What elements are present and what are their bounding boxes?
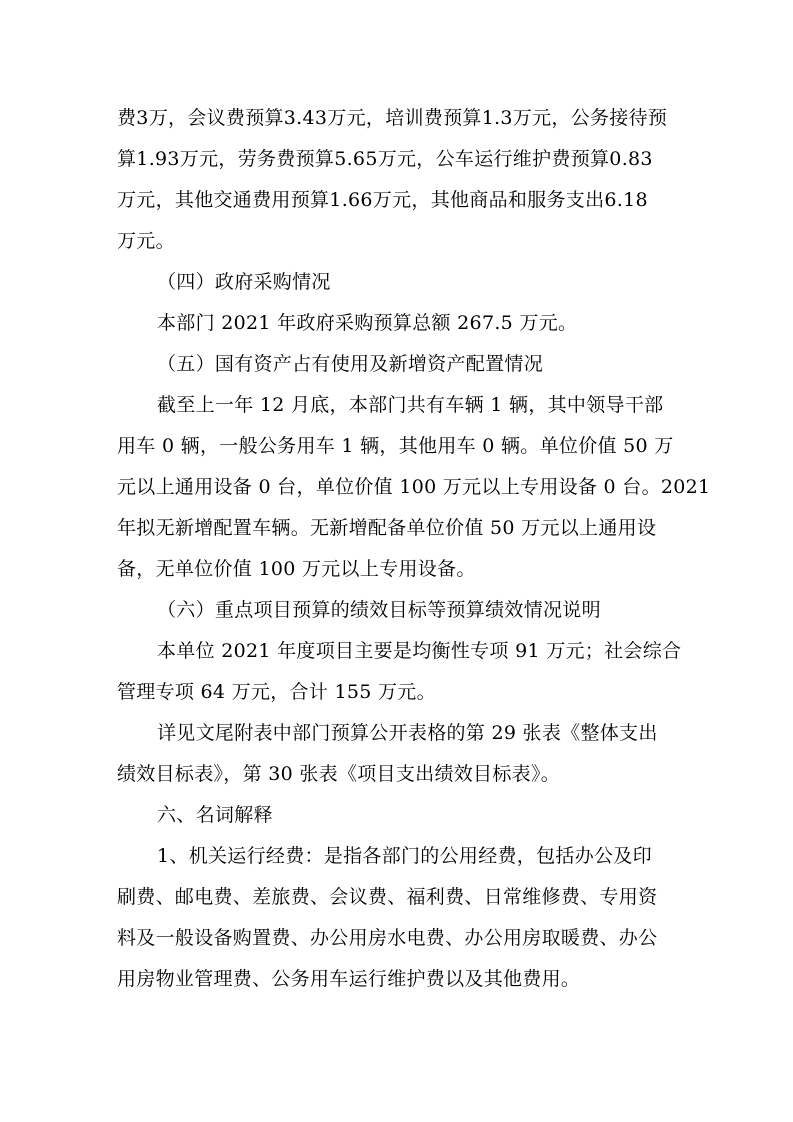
paragraph-line: 万元，其他交通费用预算1.66万元，其他商品和服务支出6.18 <box>117 189 648 211</box>
paragraph-line: 料及一般设备购置费、办公用房水电费、办公用房取暖费、办公 <box>117 927 658 949</box>
paragraph-line: 截至上一年 12 月底，本部门共有车辆 1 辆，其中领导干部 <box>157 394 664 416</box>
paragraph-line: 算1.93万元，劳务费预算5.65万元，公车运行维护费预算0.83 <box>117 148 653 170</box>
paragraph-line: 备，无单位价值 100 万元以上专用设备。 <box>117 558 476 580</box>
paragraph-line: 刷费、邮电费、差旅费、会议费、福利费、日常维修费、专用资 <box>117 886 658 908</box>
paragraph-line: 年拟无新增配置车辆。无新增配备单位价值 50 万元以上通用设 <box>117 517 657 539</box>
paragraph-line: 管理专项 64 万元，合计 155 万元。 <box>117 681 436 703</box>
paragraph-line: 绩效目标表》，第 30 张表《项目支出绩效目标表》。 <box>117 763 561 785</box>
paragraph-line: 详见文尾附表中部门预算公开表格的第 29 张表《整体支出 <box>157 722 658 744</box>
paragraph-line: 1、机关运行经费：是指各部门的公用经费，包括办公及印 <box>157 845 652 867</box>
section-heading-procurement: （四）政府采购情况 <box>157 271 331 293</box>
paragraph-line: 本单位 2021 年度项目主要是均衡性专项 91 万元；社会综合 <box>157 640 682 662</box>
paragraph-line: 用车 0 辆，一般公务用车 1 辆，其他用车 0 辆。单位价值 50 万 <box>117 435 674 457</box>
section-heading-assets: （五）国有资产占有使用及新增资产配置情况 <box>157 353 544 375</box>
paragraph-line: 万元。 <box>117 230 175 252</box>
section-heading-glossary: 六、名词解释 <box>157 804 273 826</box>
paragraph-line: 本部门 2021 年政府采购预算总额 267.5 万元。 <box>157 312 578 334</box>
paragraph-line: 元以上通用设备 0 台，单位价值 100 万元以上专用设备 0 台。2021 <box>117 476 711 498</box>
section-heading-performance: （六）重点项目预算的绩效目标等预算绩效情况说明 <box>157 599 601 621</box>
paragraph-line: 用房物业管理费、公务用车运行维护费以及其他费用。 <box>117 968 581 990</box>
paragraph-line: 费3万，会议费预算3.43万元，培训费预算1.3万元，公务接待预 <box>117 107 668 129</box>
